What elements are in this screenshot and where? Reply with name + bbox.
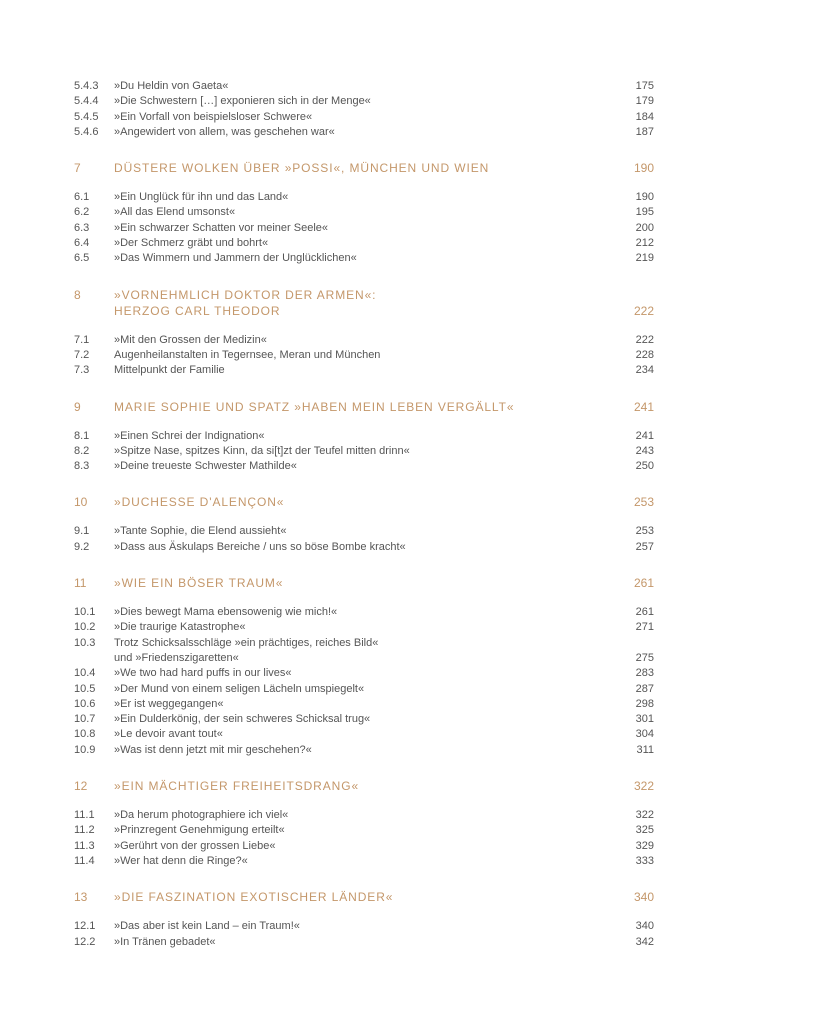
section-title: und »Friedenszigaretten« [114, 651, 239, 664]
chapter-page-number: 253 [633, 495, 654, 510]
chapter-title [114, 287, 604, 319]
chapter-row[interactable] [74, 160, 654, 176]
section-page-number: 243 [635, 444, 654, 457]
section-page-number: 175 [635, 80, 654, 92]
section-title: »All das Elend umsonst« [114, 206, 236, 219]
toc-entry[interactable] [74, 727, 654, 742]
section-page-number: 219 [635, 252, 654, 265]
section-title: »Prinzregent Genehmigung erteilt« [114, 824, 285, 837]
toc-entry[interactable] [74, 125, 654, 140]
chapter-heading [74, 160, 654, 176]
section-page-number: 250 [635, 460, 654, 473]
toc-entry[interactable] [74, 935, 654, 950]
chapter-title-line: »DUCHESSE D'ALENÇON« [114, 495, 285, 510]
section-page-number: 195 [635, 206, 654, 219]
chapter-page-number: 190 [633, 161, 654, 176]
section-number: 11.3 [74, 839, 95, 852]
section-number: 12.2 [74, 935, 96, 948]
section-number: 10.6 [74, 697, 96, 710]
section-number: 5.4.4 [74, 95, 99, 108]
toc-entry[interactable] [74, 524, 654, 539]
chapter-row[interactable] [74, 889, 654, 905]
section-title: Trotz Schicksalsschläge »ein prächtiges, reiches Bild« [114, 636, 379, 649]
section-title: »Angewidert von allem, was geschehen war« [114, 125, 335, 138]
chapter-title [114, 778, 604, 794]
chapter-title-line: »EIN MÄCHTIGER FREIHEITSDRANG« [114, 779, 360, 794]
section-title: »Dass aus Äskulaps Bereiche / uns so böse Bombe kracht« [114, 540, 406, 553]
chapter-title-line: »VORNEHMLICH DOKTOR DER ARMEN«: [114, 287, 377, 302]
section-page-number: 325 [635, 824, 654, 837]
section-page-number: 304 [635, 728, 654, 741]
section-page-number: 322 [635, 809, 654, 822]
chapter-number: 10 [74, 495, 88, 510]
chapter-number: 12 [74, 779, 88, 794]
section-number: 5.4.5 [74, 110, 99, 123]
toc-entry[interactable] [74, 205, 654, 220]
toc-entry[interactable] [74, 540, 654, 555]
chapter-title-line: »DIE FASZINATION EXOTISCHER LÄNDER« [114, 890, 394, 905]
chapter-row[interactable] [74, 399, 654, 415]
section-title: »Gerührt von der grossen Liebe« [114, 839, 276, 852]
toc-entry[interactable] [74, 651, 654, 666]
section-number: 10.7 [74, 713, 96, 726]
section-title: »Die Schwestern […] exponieren sich in der Menge« [114, 95, 371, 108]
section-title: »We two had hard puffs in our lives« [114, 667, 292, 680]
toc-entry[interactable] [74, 190, 654, 205]
chapter-row[interactable] [74, 778, 654, 794]
section-title: »Was ist denn jetzt mit mir geschehen?« [114, 743, 312, 756]
section-page-number: 187 [635, 125, 654, 138]
chapter-number: 11 [74, 576, 87, 591]
section-page-number: 311 [636, 743, 654, 756]
toc-entry[interactable] [74, 236, 654, 251]
chapter-heading [74, 287, 654, 319]
chapter-page-number: 322 [633, 779, 654, 794]
section-title: »Das Wimmern und Jammern der Unglücklichen« [114, 252, 357, 265]
toc-entry[interactable] [74, 605, 654, 620]
toc-entry[interactable] [74, 251, 654, 266]
section-title: »Du Heldin von Gaeta« [114, 80, 229, 92]
toc-entry[interactable] [74, 666, 654, 681]
section-number: 9.2 [74, 540, 90, 553]
chapter-title-line: DÜSTERE WOLKEN ÜBER »POSSI«, MÜNCHEN UND WIEN [114, 161, 490, 176]
section-number: 6.3 [74, 221, 90, 234]
chapter-title [114, 494, 604, 510]
section-number: 6.4 [74, 237, 90, 250]
section-title: »Spitze Nase, spitzes Kinn, da si[t]zt der Teufel mitten drinn« [114, 444, 410, 457]
section-number: 10.3 [74, 636, 96, 649]
section-title: »Deine treueste Schwester Mathilde« [114, 460, 297, 473]
section-page-number: 261 [635, 606, 654, 619]
section-number: 7.3 [74, 364, 90, 377]
chapter-heading [74, 889, 654, 905]
toc-entry[interactable] [74, 743, 654, 758]
section-page-number: 179 [635, 95, 654, 108]
section-title: »Der Mund von einem seligen Lächeln umspiegelt« [114, 682, 365, 695]
section-page-number: 253 [635, 525, 654, 538]
section-number: 8.1 [74, 429, 90, 442]
section-page-number: 222 [635, 333, 654, 346]
section-title: »Da herum photographiere ich viel« [114, 809, 289, 822]
section-title: »Ein Unglück für ihn und das Land« [114, 191, 289, 204]
section-page-number: 241 [635, 429, 654, 442]
chapter-title [114, 575, 604, 591]
toc-entry[interactable] [74, 79, 654, 94]
toc-entry[interactable] [74, 333, 654, 348]
section-page-number: 184 [635, 110, 654, 123]
section-number: 11.2 [74, 824, 95, 837]
chapter-row[interactable] [74, 287, 654, 319]
chapter-number: 9 [74, 399, 81, 414]
chapter-page-number: 261 [633, 576, 654, 591]
section-page-number: 200 [635, 221, 654, 234]
chapter-row[interactable] [74, 575, 654, 591]
chapter-title-line: »WIE EIN BÖSER TRAUM« [114, 576, 284, 591]
section-page-number: 329 [635, 839, 654, 852]
chapter-heading [74, 778, 654, 794]
section-number: 6.5 [74, 252, 90, 265]
section-page-number: 342 [635, 935, 654, 948]
section-page-number: 212 [635, 237, 654, 250]
section-page-number: 257 [635, 540, 654, 553]
section-title: Augenheilanstalten in Tegernsee, Meran und München [114, 348, 381, 361]
toc-entry[interactable] [74, 620, 654, 635]
section-page-number: 228 [635, 348, 654, 361]
section-title: »Ein Vorfall von beispielsloser Schwere« [114, 110, 313, 123]
chapter-number: 8 [74, 287, 81, 302]
section-page-number: 340 [635, 920, 654, 933]
section-number: 5.4.6 [74, 125, 99, 138]
section-number: 8.2 [74, 444, 90, 457]
chapter-number: 7 [74, 161, 81, 176]
section-page-number: 298 [635, 697, 654, 710]
section-title: »Dies bewegt Mama ebensowenig wie mich!« [114, 606, 338, 619]
toc-entry[interactable] [74, 697, 654, 712]
section-page-number: 333 [635, 854, 654, 867]
toc-entry[interactable] [74, 110, 654, 125]
section-number: 10.4 [74, 667, 96, 680]
section-title: »Einen Schrei der Indignation« [114, 429, 265, 442]
toc-entry[interactable] [74, 823, 654, 838]
section-number: 7.2 [74, 348, 90, 361]
section-number: 10.1 [74, 606, 96, 619]
toc-entry[interactable] [74, 682, 654, 697]
section-title: »Tante Sophie, die Elend aussieht« [114, 525, 287, 538]
section-number: 7.1 [74, 333, 90, 346]
section-number: 10.9 [74, 743, 96, 756]
toc-entry[interactable] [74, 363, 654, 378]
section-number: 12.1 [74, 920, 96, 933]
toc-entry[interactable] [74, 221, 654, 236]
chapter-number: 13 [74, 890, 88, 905]
toc-entry[interactable] [74, 919, 654, 934]
toc-entry[interactable] [74, 839, 654, 854]
section-number: 11.1 [74, 809, 95, 822]
section-page-number: 301 [635, 713, 654, 726]
section-page-number: 234 [635, 364, 654, 377]
chapter-title [114, 160, 604, 176]
section-number: 6.2 [74, 206, 90, 219]
section-title: »Der Schmerz gräbt und bohrt« [114, 237, 269, 250]
section-title: »Mit den Grossen der Medizin« [114, 333, 267, 346]
chapter-heading [74, 399, 654, 415]
chapter-title-line: MARIE SOPHIE UND SPATZ »HABEN MEIN LEBEN VERGÄLLT« [114, 399, 515, 414]
section-title: »In Tränen gebadet« [114, 935, 216, 948]
chapter-page-number: 340 [633, 890, 654, 905]
section-number: 8.3 [74, 460, 90, 473]
toc-entry[interactable] [74, 854, 654, 869]
section-page-number: 275 [635, 651, 654, 664]
toc-entry[interactable] [74, 712, 654, 727]
section-title: »Die traurige Katastrophe« [114, 621, 246, 634]
chapter-title [114, 889, 604, 905]
chapter-heading [74, 575, 654, 591]
section-number: 5.4.3 [74, 80, 99, 92]
section-title: »Wer hat denn die Ringe?« [114, 854, 248, 867]
chapter-row[interactable] [74, 494, 654, 510]
chapter-page-number: 241 [633, 399, 654, 414]
toc-entry[interactable] [74, 94, 654, 109]
section-number: 10.5 [74, 682, 96, 695]
section-number: 10.2 [74, 621, 96, 634]
chapter-title-line: HERZOG CARL THEODOR [114, 303, 281, 318]
chapter-page-number: 222 [633, 303, 654, 318]
table-of-contents [74, 79, 654, 950]
section-title: »Le devoir avant tout« [114, 728, 223, 741]
toc-entry[interactable] [74, 348, 654, 363]
toc-entry[interactable] [74, 808, 654, 823]
chapter-heading [74, 494, 654, 510]
section-number: 10.8 [74, 728, 96, 741]
toc-entry[interactable] [74, 636, 654, 651]
section-number: 9.1 [74, 525, 90, 538]
chapter-title [114, 399, 604, 415]
section-title: »Ein schwarzer Schatten vor meiner Seele« [114, 221, 328, 234]
toc-entry[interactable] [74, 444, 654, 459]
toc-entry[interactable] [74, 429, 654, 444]
section-page-number: 287 [635, 682, 654, 695]
section-title: »Ein Dulderkönig, der sein schweres Schicksal trug« [114, 713, 371, 726]
section-title: »Er ist weggegangen« [114, 697, 224, 710]
section-page-number: 283 [635, 667, 654, 680]
section-number: 6.1 [74, 191, 90, 204]
section-page-number: 190 [635, 191, 654, 204]
section-title: Mittelpunkt der Familie [114, 364, 225, 377]
section-title: »Das aber ist kein Land – ein Traum!« [114, 920, 300, 933]
section-page-number: 271 [635, 621, 654, 634]
toc-entry[interactable] [74, 459, 654, 474]
section-number: 11.4 [74, 854, 95, 867]
